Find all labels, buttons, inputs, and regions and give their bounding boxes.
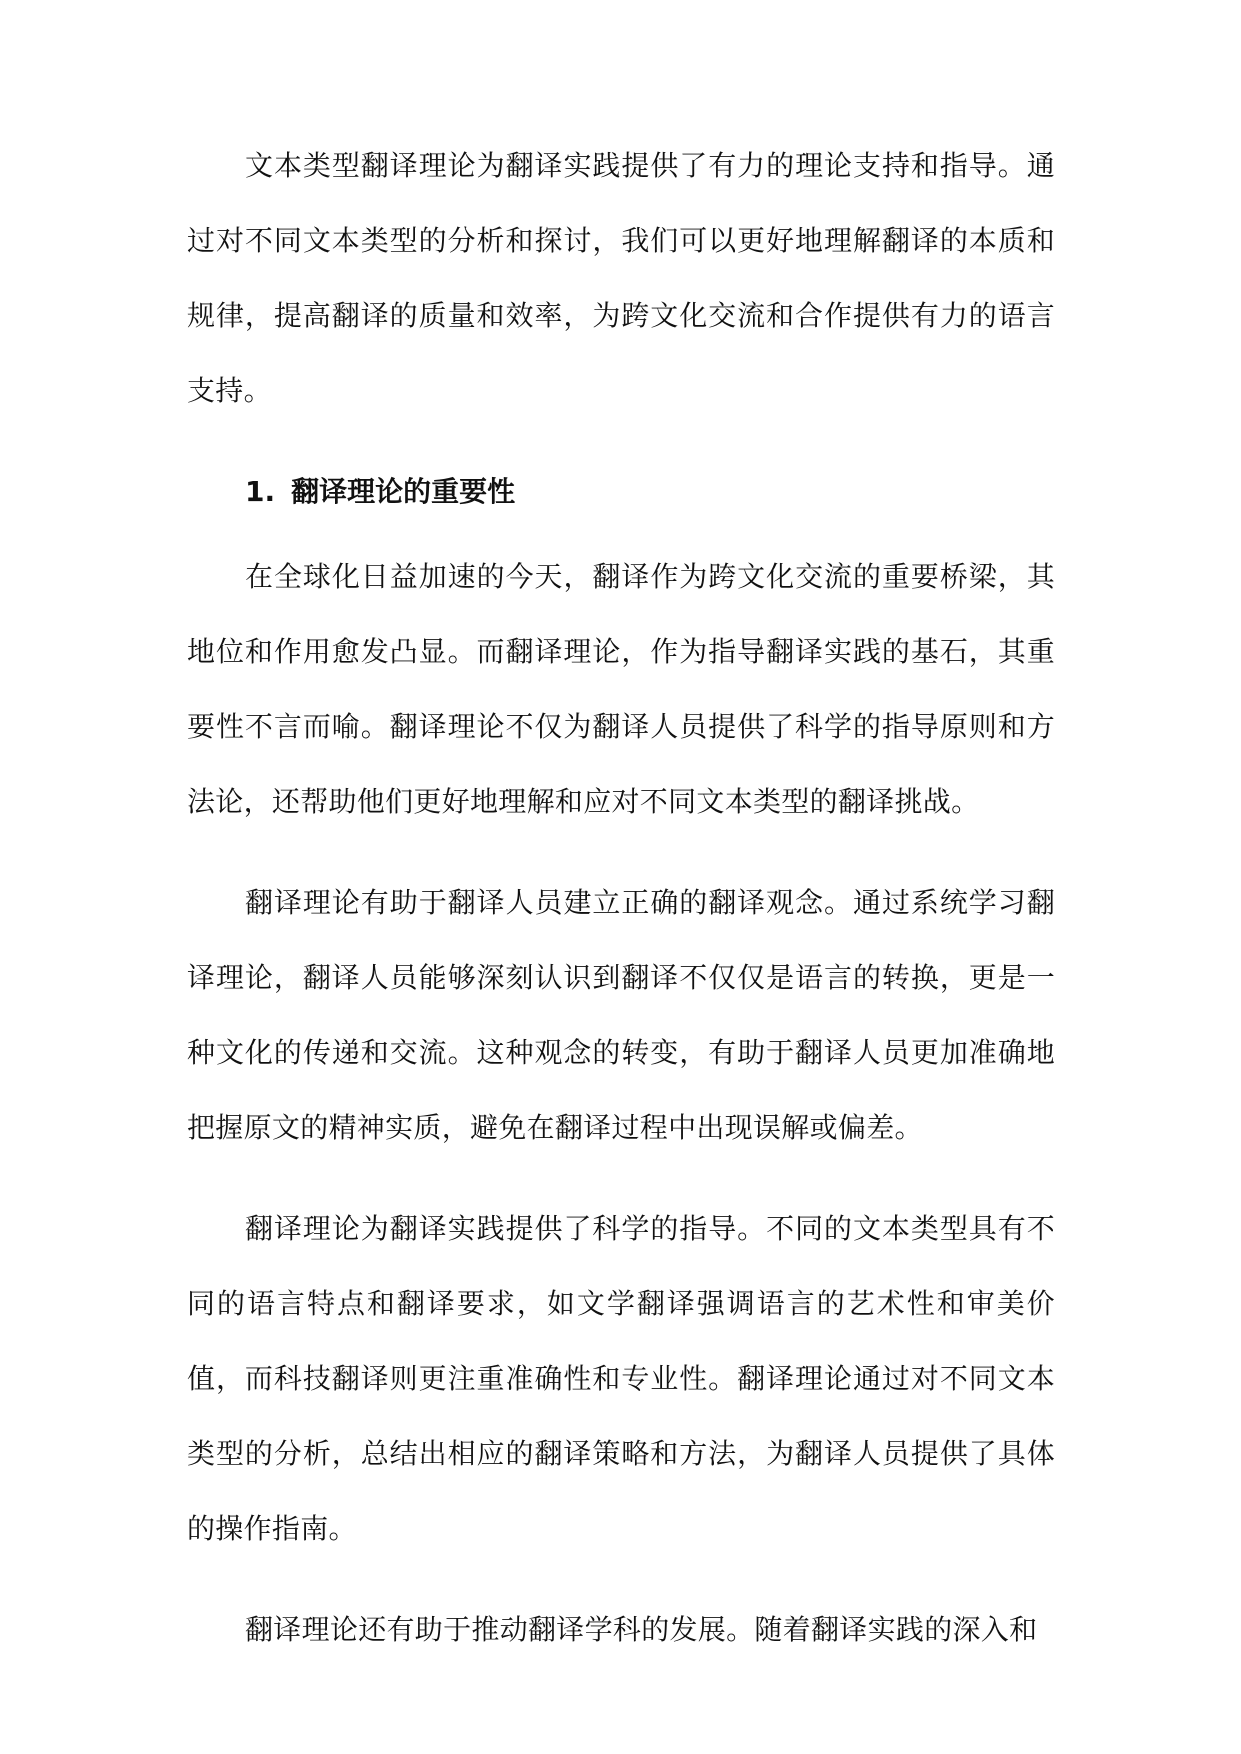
section-number: 1. [245, 475, 276, 508]
paragraph-3: 翻译理论为翻译实践提供了科学的指导。不同的文本类型具有不同的语言特点和翻译要求，如文学翻译强调语言的艺术性和审美价值，而科技翻译则更注重准确性和专业性。翻译理论通过对不同文本类型的分析，总结出相应的翻译策略和方法，为翻译人员提供了具体的操作指南。 [187, 1212, 1055, 1545]
document-body [187, 128, 1055, 1693]
intro-paragraph: 文本类型翻译理论为翻译实践提供了有力的理论支持和指导。通过对不同文本类型的分析和探讨，我们可以更好地理解翻译的本质和规律，提高翻译的质量和效率，为跨文化交流和合作提供有力的语言支持。 [187, 149, 1055, 407]
paragraph-2: 翻译理论有助于翻译人员建立正确的翻译观念。通过系统学习翻译理论，翻译人员能够深刻认识到翻译不仅仅是语言的转换，更是一种文化的传递和交流。这种观念的转变，有助于翻译人员更加准确地把握原文的精神实质，避免在翻译过程中出现误解或偏差。 [187, 886, 1055, 1144]
paragraph-4: 翻译理论还有助于推动翻译学科的发展。随着翻译实践的深入和 [245, 1613, 1038, 1646]
section-heading [187, 454, 1055, 529]
paragraph-1: 在全球化日益加速的今天，翻译作为跨文化交流的重要桥梁，其地位和作用愈发凸显。而翻译理论，作为指导翻译实践的基石，其重要性不言而喻。翻译理论不仅为翻译人员提供了科学的指导原则和方法论，还帮助他们更好地理解和应对不同文本类型的翻译挑战。 [187, 560, 1055, 818]
section-title: 翻译理论的重要性 [291, 475, 516, 508]
